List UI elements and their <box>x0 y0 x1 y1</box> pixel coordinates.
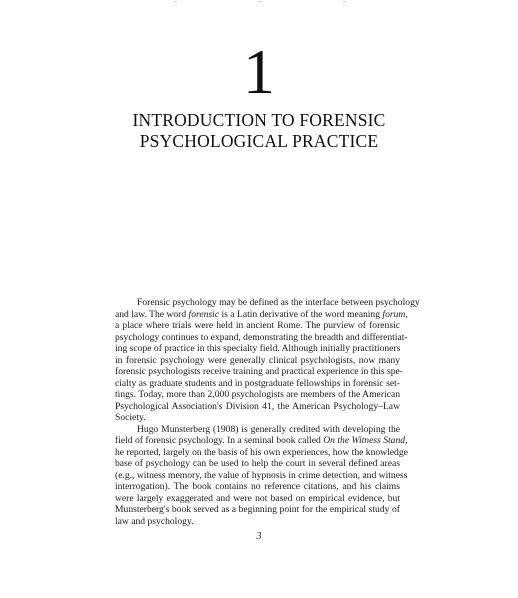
text-line: Psychological Association's Division 41, the American Psychology–Law <box>115 400 400 412</box>
text-line: Society. <box>115 412 146 423</box>
italic-term-forum: forum <box>382 308 406 320</box>
text-line <box>115 308 408 321</box>
text-line: Hugo Munsterberg (1908) is generally credited with developing the <box>137 423 400 435</box>
text-line: interrogation). The book contains no reference citations, and his claims <box>115 481 400 492</box>
paragraph-2 <box>115 423 408 528</box>
text-line: base of psychology can be used to help the court in several defined areas <box>115 458 400 469</box>
scan-crop-marks <box>0 0 518 6</box>
text-segment: is a Latin derivative of the word meaning <box>219 308 383 320</box>
body-text <box>115 297 420 527</box>
text-segment: , <box>405 308 408 320</box>
text-line: were largely exaggerated and were not based on empirical evidence, but <box>115 492 400 504</box>
text-line: he reported, largely on the basis of his own experiences, how the knowledge <box>115 446 408 458</box>
text-line: cialty as graduate students and in postgraduate fellowships in forensic set- <box>115 377 400 389</box>
text-line <box>115 435 408 447</box>
text-line: in forensic psychology were generally clinical psychologists, now many <box>115 354 400 366</box>
chapter-title-line-1: INTRODUCTION TO FORENSIC <box>132 110 386 130</box>
text-segment: and law. The word <box>115 308 189 320</box>
chapter-number: 1 <box>243 36 275 107</box>
text-line: ing scope of practice in this specialty field. Although initially practitioners <box>115 343 401 354</box>
chapter-title <box>0 110 518 152</box>
page-number: 3 <box>256 531 262 542</box>
text-line: Forensic psychology may be defined as the interface between psychology <box>137 297 420 308</box>
text-segment: , <box>405 435 408 446</box>
text-line: forensic psychologists receive training and practical experience in this spe- <box>115 366 403 377</box>
text-segment: field of forensic psychology. In a seminal book called <box>115 435 324 446</box>
text-line: Munsterberg's book served as a beginning point for the empirical study of <box>115 504 400 515</box>
text-line: psychology continues to expand, demonstrating the breadth and differentiat- <box>115 331 408 343</box>
paragraph-1 <box>115 297 420 424</box>
text-line: (e.g., witness memory, the value of hypnosis in crime detection, and witness <box>115 469 408 481</box>
text-line: law and psychology. <box>115 515 194 527</box>
chapter-title-line-2: PSYCHOLOGICAL PRACTICE <box>139 131 379 151</box>
text-line: tings. Today, more than 2,000 psychologists are members of the American <box>115 389 400 400</box>
text-line: a place where trials were held in ancient Rome. The purview of forensic <box>115 320 400 331</box>
italic-book-title: On the Witness Stand <box>323 435 406 446</box>
italic-term-forensic: forensic <box>188 308 220 320</box>
